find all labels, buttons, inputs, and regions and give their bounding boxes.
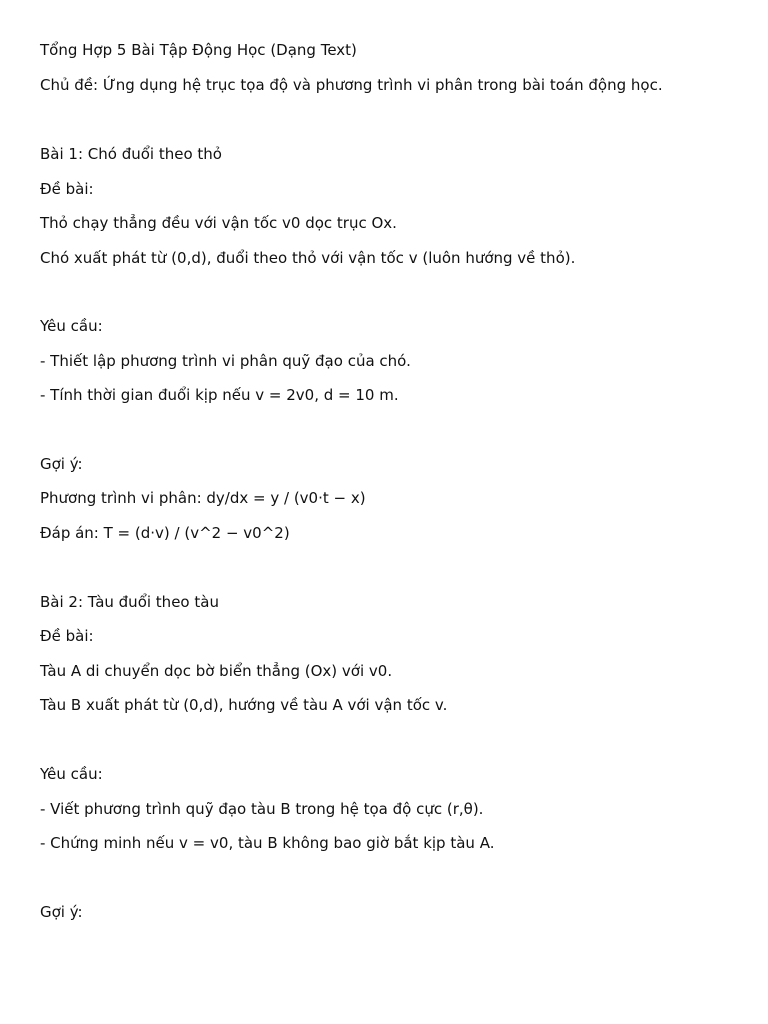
exercise-1-statement-line: Chó xuất phát từ (0,d), đuổi theo thỏ với vận tốc v (luôn hướng về thỏ). (40, 249, 576, 267)
exercise-1-hint-equation: Phương trình vi phân: dy/dx = y / (v0·t − x) (40, 489, 366, 507)
exercise-2-requirement-item: - Viết phương trình quỹ đạo tàu B trong hệ tọa độ cực (r,θ). (40, 800, 484, 818)
topic-line: Chủ đề: Ứng dụng hệ trục tọa độ và phương trình vi phân trong bài toán động học. (40, 76, 663, 94)
exercise-1-heading: Bài 1: Chó đuổi theo thỏ (40, 145, 222, 163)
exercise-2-problem-label: Đề bài: (40, 627, 94, 645)
exercise-2-requirement-item: - Chứng minh nếu v = v0, tàu B không bao giờ bắt kịp tàu A. (40, 834, 495, 852)
exercise-1-statement-line: Thỏ chạy thẳng đều với vận tốc v0 dọc trục Ox. (40, 214, 397, 232)
exercise-2-requirements-label: Yêu cầu: (40, 765, 103, 783)
exercise-1-requirement-item: - Tính thời gian đuổi kịp nếu v = 2v0, d = 10 m. (40, 386, 399, 404)
exercise-1-problem-label: Đề bài: (40, 180, 94, 198)
exercise-2-statement-line: Tàu A di chuyển dọc bờ biển thẳng (Ox) với v0. (40, 662, 393, 680)
exercise-2-statement-line: Tàu B xuất phát từ (0,d), hướng về tàu A với vận tốc v. (40, 696, 448, 714)
exercise-1-hint-label: Gợi ý: (40, 455, 83, 473)
exercise-1-answer: Đáp án: T = (d·v) / (v^2 − v0^2) (40, 524, 290, 542)
exercise-2-heading: Bài 2: Tàu đuổi theo tàu (40, 593, 219, 611)
document-title: Tổng Hợp 5 Bài Tập Động Học (Dạng Text) (40, 41, 357, 59)
exercise-1-requirements-label: Yêu cầu: (40, 317, 103, 335)
exercise-2-hint-label: Gợi ý: (40, 903, 83, 921)
exercise-1-requirement-item: - Thiết lập phương trình vi phân quỹ đạo của chó. (40, 352, 411, 370)
